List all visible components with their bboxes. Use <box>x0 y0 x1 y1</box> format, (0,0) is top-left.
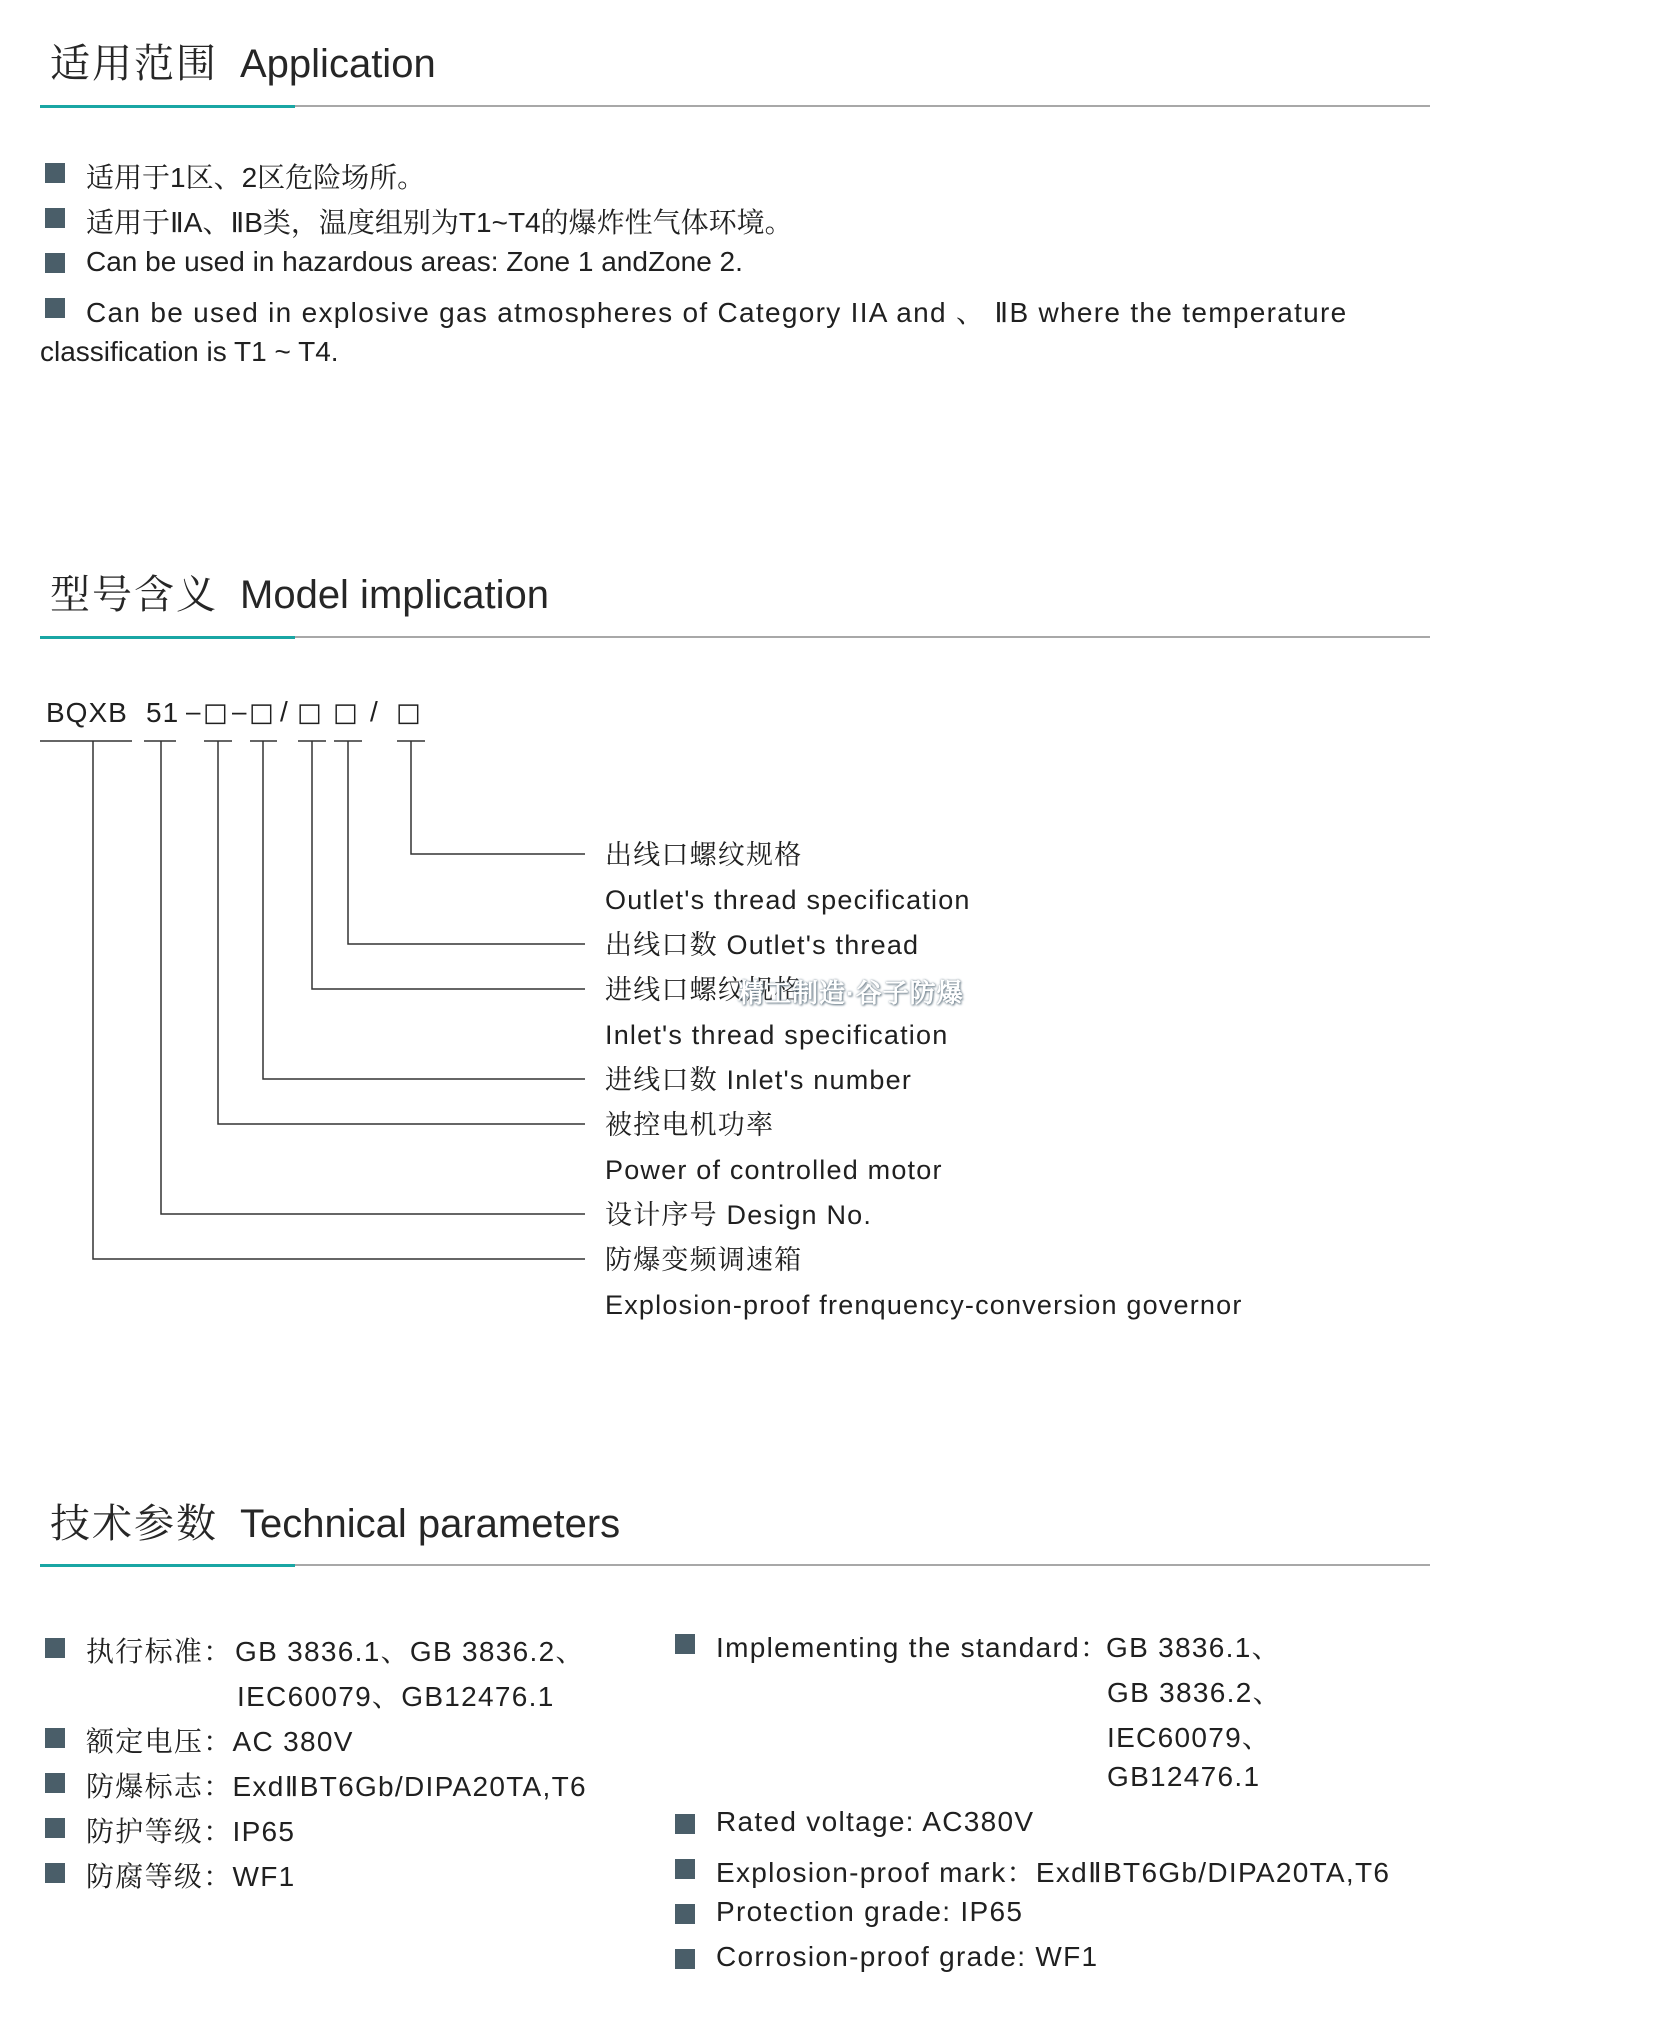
bullet-icon <box>675 1859 695 1879</box>
application-title-zh: 适用范围 <box>50 42 218 86</box>
tech-en-voltage: Rated voltage: AC380V <box>716 1806 1035 1837</box>
tech-zh-std-value-2: IEC60079、GB12476.1 <box>237 1681 555 1712</box>
application-item-4-continued: classification is T1 ~ T4. <box>40 336 339 367</box>
bullet-icon <box>45 1638 65 1658</box>
model-code-design: 51 <box>146 697 180 728</box>
tech-zh-protection: 防护等级：IP65 <box>86 1816 296 1847</box>
tech-zh-std-value-1: GB 3836.1、GB 3836.2、 <box>235 1636 585 1667</box>
bullet-icon <box>45 253 65 273</box>
model-code-diagram <box>0 690 1320 1330</box>
tech-en-std-value-3: IEC60079、 <box>1107 1722 1272 1753</box>
technical-title-zh: 技术参数 <box>50 1502 218 1546</box>
application-item-3: Can be used in hazardous areas: Zone 1 andZone 2. <box>86 246 743 277</box>
label-governor-en: Explosion-proof frenquency-conversion governor <box>605 1290 1243 1320</box>
application-divider-accent <box>40 105 295 108</box>
watermark-logo: 精工制造·谷子防爆 <box>738 978 964 1008</box>
label-design-no: 设计序号 Design No. <box>605 1200 873 1230</box>
tech-en-std-value-1: GB 3836.1、 <box>1106 1632 1281 1663</box>
application-item-2: 适用于ⅡA、ⅡB类，温度组别为T1~T4的爆炸性气体环境。 <box>86 207 793 238</box>
label-inlet-thread-spec-zh: 进线口螺纹规格 <box>605 975 803 1005</box>
label-inlet-number: 进线口数 Inlet's number <box>605 1065 913 1095</box>
label-inlet-thread-spec-en: Inlet's thread specification <box>605 1020 949 1050</box>
model-code-box-2: □ <box>249 698 274 728</box>
tech-en-protection: Protection grade: IP65 <box>716 1896 1024 1927</box>
model-code-prefix: BQXB <box>46 697 128 728</box>
label-motor-power-zh: 被控电机功率 <box>605 1110 775 1140</box>
tech-zh-mark: 防爆标志：ExdⅡBT6Gb/DIPA20TA,T6 <box>86 1771 587 1802</box>
model-code-slash: / <box>370 696 378 727</box>
label-motor-power-en: Power of controlled motor <box>605 1155 943 1185</box>
tech-en-std-value-4: GB12476.1 <box>1107 1761 1261 1792</box>
label-governor-zh: 防爆变频调速箱 <box>605 1245 803 1275</box>
application-item-4: Can be used in explosive gas atmospheres of Category IIA and 、 ⅡB where the temperature <box>86 297 1348 328</box>
tech-en-mark: Explosion-proof mark：ExdⅡBT6Gb/DIPA20TA,T6 <box>716 1857 1391 1888</box>
model-code-box-4: □ <box>333 698 358 728</box>
tech-zh-std-label: 执行标准： <box>86 1636 233 1667</box>
application-title-en: Application <box>240 42 436 86</box>
technical-title-en: Technical parameters <box>240 1502 621 1546</box>
model-leader-lines <box>93 741 585 1259</box>
model-code-slash: / <box>280 696 288 727</box>
tech-en-corrosion: Corrosion-proof grade: WF1 <box>716 1941 1099 1972</box>
bullet-icon <box>45 1773 65 1793</box>
label-outlet-thread-spec-zh: 出线口螺纹规格 <box>605 840 803 870</box>
technical-divider-accent <box>40 1564 295 1567</box>
model-code-box-1: □ <box>203 698 228 728</box>
bullet-icon <box>45 1728 65 1748</box>
bullet-icon <box>675 1634 695 1654</box>
application-title <box>50 32 436 89</box>
model-code-dash: – <box>186 696 201 726</box>
bullet-icon <box>675 1814 695 1834</box>
bullet-icon <box>675 1904 695 1924</box>
bullet-icon <box>675 1949 695 1969</box>
bullet-icon <box>45 1863 65 1883</box>
bullet-icon <box>45 208 65 228</box>
model-title-en: Model implication <box>240 573 550 617</box>
model-title <box>50 563 549 620</box>
tech-en-std-label: Implementing the standard： <box>716 1632 1110 1663</box>
tech-zh-voltage: 额定电压：AC 380V <box>86 1726 354 1757</box>
bullet-icon <box>45 298 65 318</box>
model-code-dash: – <box>232 696 247 726</box>
model-title-zh: 型号含义 <box>50 573 218 617</box>
model-divider-accent <box>40 636 295 639</box>
model-code-box-3: □ <box>297 698 322 728</box>
bullet-icon <box>45 1818 65 1838</box>
bullet-icon <box>45 163 65 183</box>
label-outlet-thread-spec-en: Outlet's thread specification <box>605 885 971 915</box>
tech-en-std-value-2: GB 3836.2、 <box>1107 1677 1282 1708</box>
label-outlet-thread: 出线口数 Outlet's thread <box>605 930 920 960</box>
model-code-box-5: □ <box>396 698 421 728</box>
tech-zh-corrosion: 防腐等级：WF1 <box>86 1861 296 1892</box>
technical-title <box>50 1492 620 1549</box>
application-item-1: 适用于1区、2区危险场所。 <box>86 162 426 193</box>
